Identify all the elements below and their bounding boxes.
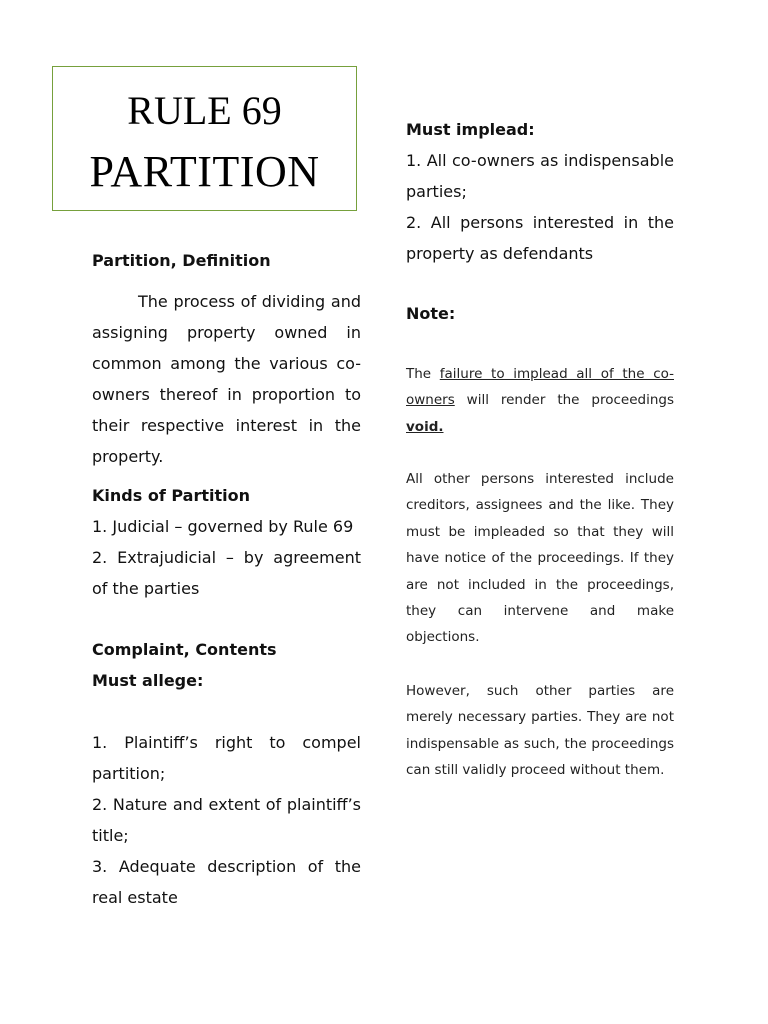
note-text-start: The	[406, 366, 440, 382]
allegation-item: 2. Nature and extent of plaintiff’s title;	[92, 795, 361, 845]
note-underlined: failure to implead all of the co-owners	[406, 366, 674, 409]
note-heading: Note:	[406, 304, 456, 323]
implead-section	[406, 114, 674, 269]
allegation-item: 3. Adequate description of the real estate	[92, 857, 361, 907]
title-rule-number: RULE 69	[127, 88, 282, 133]
must-implead-heading: Must implead:	[406, 120, 535, 139]
left-column	[92, 245, 361, 276]
title-partition: PARTITION	[89, 147, 320, 196]
kinds-heading: Kinds of Partition	[92, 486, 250, 505]
other-persons-paragraph: All other persons interested include creditors, assignees and the like. They must be impleaded so that they will have notice of the proceedings. If they are not included in the proceedings, they can intervene and make objections.	[406, 471, 674, 646]
however-paragraph: However, such other parties are merely necessary parties. They are not indispensable as such, the proceedings can still validly proceed without them.	[406, 683, 674, 779]
note-void: void.	[406, 418, 444, 435]
complaint-section	[92, 634, 361, 696]
definition-paragraph: The process of dividing and assigning property owned in common among the various co-owners thereof in proportion to their respective interest in the property.	[92, 292, 361, 466]
kinds-item: 1. Judicial – governed by Rule 69	[92, 517, 354, 536]
kinds-section	[92, 480, 361, 604]
note-paragraph	[406, 361, 674, 440]
must-allege-heading: Must allege:	[92, 671, 204, 690]
allegations-list	[92, 727, 361, 913]
definition-heading: Partition, Definition	[92, 251, 271, 270]
implead-item: 1. All co-owners as indispensable parties;	[406, 151, 674, 201]
kinds-item: 2. Extrajudicial – by agreement of the parties	[92, 548, 361, 598]
complaint-heading: Complaint, Contents	[92, 640, 277, 659]
note-text-mid: will render the proceedings	[454, 392, 674, 409]
title-box	[52, 66, 357, 211]
allegation-item: 1. Plaintiff’s right to compel partition;	[92, 733, 361, 783]
note-section	[406, 298, 674, 329]
implead-item: 2. All persons interested in the property as defendants	[406, 213, 674, 263]
